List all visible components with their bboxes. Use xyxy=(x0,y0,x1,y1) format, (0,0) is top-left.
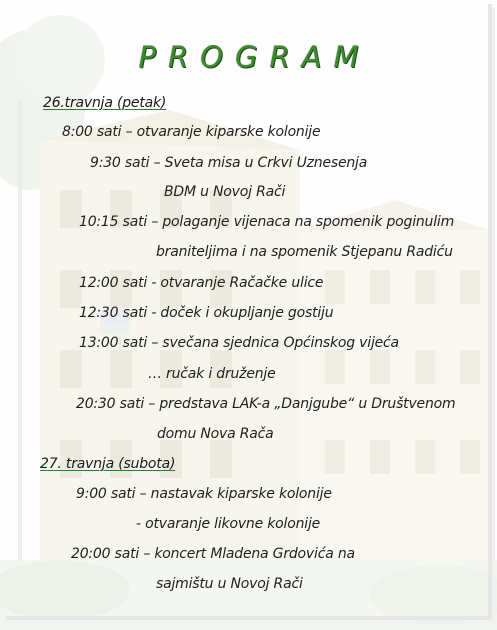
schedule-item-continuation: sajmištu u Novoj Rači xyxy=(156,576,303,592)
schedule-item xyxy=(76,396,455,412)
item-time: 20:00 sati xyxy=(71,546,140,562)
schedule-item-continuation: BDM u Novoj Rači xyxy=(164,184,286,200)
item-time: 12:00 sati xyxy=(79,275,148,291)
item-text: – predstava LAK-a „Danjgube“ u Društvenom xyxy=(144,396,456,412)
item-text: – svečana sjednica Općinskog vijeća xyxy=(147,335,399,351)
schedule-item-continuation: domu Nova Rača xyxy=(157,426,274,442)
item-time: 8:00 sati xyxy=(62,124,122,140)
schedule-item xyxy=(79,305,333,321)
item-time: 9:00 sati xyxy=(76,486,136,502)
item-text: – otvaranje kiparske kolonije xyxy=(121,124,321,140)
day-heading-2: 27. travnja (subota) xyxy=(40,456,176,472)
schedule-item xyxy=(90,155,367,171)
item-text: - otvaranje Račačke ulice xyxy=(147,275,324,291)
item-time: 12:30 sati xyxy=(79,305,148,321)
item-text: – nastavak kiparske kolonije xyxy=(135,486,332,502)
item-text: – polaganje vijenaca na spomenik poginulim xyxy=(147,214,455,230)
schedule-item-continuation: - otvaranje likovne kolonije xyxy=(136,516,321,532)
schedule-item-continuation: … ručak i druženje xyxy=(148,366,276,382)
item-time: 10:15 sati xyxy=(79,214,148,230)
item-time: 13:00 sati xyxy=(79,335,148,351)
schedule-item xyxy=(76,486,332,502)
schedule-item xyxy=(71,546,355,562)
page-title: PROGRAM xyxy=(138,40,371,74)
schedule-item xyxy=(62,124,320,140)
item-time: 9:30 sati xyxy=(90,155,150,171)
schedule-item xyxy=(79,214,454,230)
item-text: - doček i okupljanje gostiju xyxy=(147,305,334,321)
item-text: – koncert Mladena Grdovića na xyxy=(139,546,355,562)
schedule-item-continuation: braniteljima i na spomenik Stjepanu Radiću xyxy=(156,244,453,260)
item-time: 20:30 sati xyxy=(76,396,145,412)
schedule-item xyxy=(79,335,399,351)
item-text: – Sveta misa u Crkvi Uznesenja xyxy=(149,155,368,171)
day-heading-1: 26.travnja (petak) xyxy=(43,95,167,111)
schedule-item xyxy=(79,275,323,291)
